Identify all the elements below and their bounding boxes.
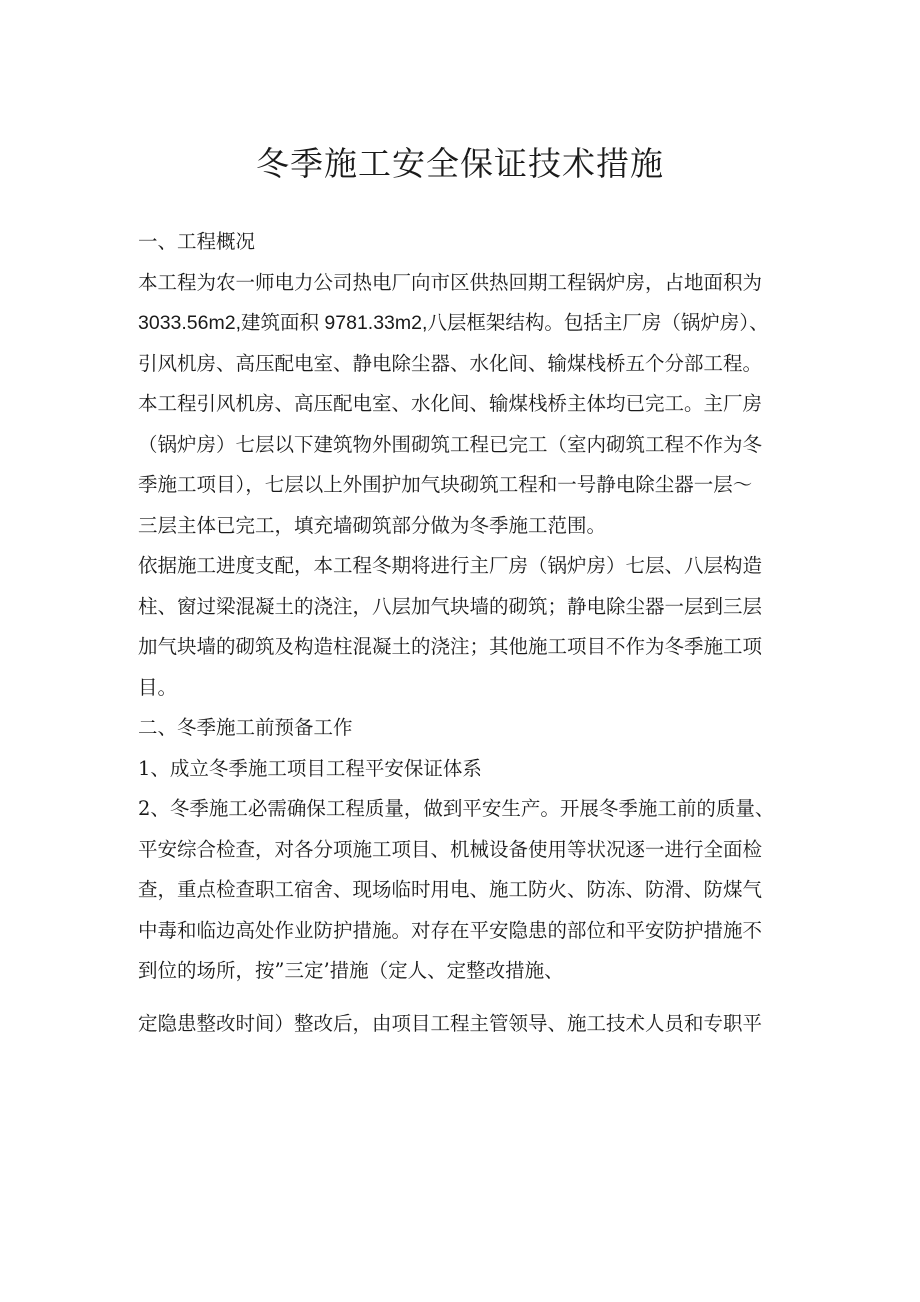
list-item: 1、成立冬季施工项目工程平安保证体系 [138,756,482,780]
list-item: 2、冬季施工必需确保工程质量，做到平安生产。开展冬季施工前的质量、 [138,797,775,820]
body-line: 到位的场所，按”三定’措施（定人、定整改措施、 [138,959,564,982]
body-line: 依据施工进度支配，本工程冬期将进行主厂房（锅炉房）七层、八层构造 [138,554,763,577]
body-line: 3033.56m2,建筑面积 9781.33m2,八层框架结构。包括主厂房（锅炉房）、 [138,312,769,334]
body-line: 加气块墙的砌筑及构造柱混凝土的浇注；其他施工项目不作为冬季施工项 [138,635,763,658]
body-line: 本工程引风机房、高压配电室、水化间、输煤栈桥主体均已完工。主厂房 [138,392,763,415]
body-line: 定隐患整改时间）整改后，由项目工程主管领导、施工技术人员和专职平 [138,1011,763,1035]
body-line: （锅炉房）七层以下建筑物外围砌筑工程已完工（室内砌筑工程不作为冬 [138,432,763,456]
body-line: 目。 [138,675,178,699]
body-line: 中毒和临边高处作业防护措施。对存在平安隐患的部位和平安防护措施不 [138,918,763,942]
body-line: 平安综合检查，对各分项施工项目、机械设备使用等状况逐一进行全面检 [138,837,763,861]
body-line: 柱、窗过梁混凝土的浇注，八层加气块墙的砌筑；静电除尘器一层到三层 [138,594,763,618]
section-heading-overview: 一、工程概况 [138,230,256,253]
body-line: 三层主体已完工，填充墙砌筑部分做为冬季施工范围。 [138,513,607,537]
body-line: 季施工项目），七层以上外围护加气块砌筑工程和一号静电除尘器一层～ [138,473,753,496]
document-title: 冬季施工安全保证技术措施 [256,144,664,183]
body-line: 引风机房、高压配电室、静电除尘器、水化间、输煤栈桥五个分部工程。 [138,351,763,375]
document-body [138,222,800,1044]
body-line: 本工程为农一师电力公司热电厂向市区供热回期工程锅炉房，占地面积为 [138,270,763,294]
section-heading-preparation: 二、冬季施工前预备工作 [138,716,353,739]
body-line: 查，重点检查职工宿舍、现场临时用电、施工防火、防冻、防滑、防煤气 [138,878,763,901]
